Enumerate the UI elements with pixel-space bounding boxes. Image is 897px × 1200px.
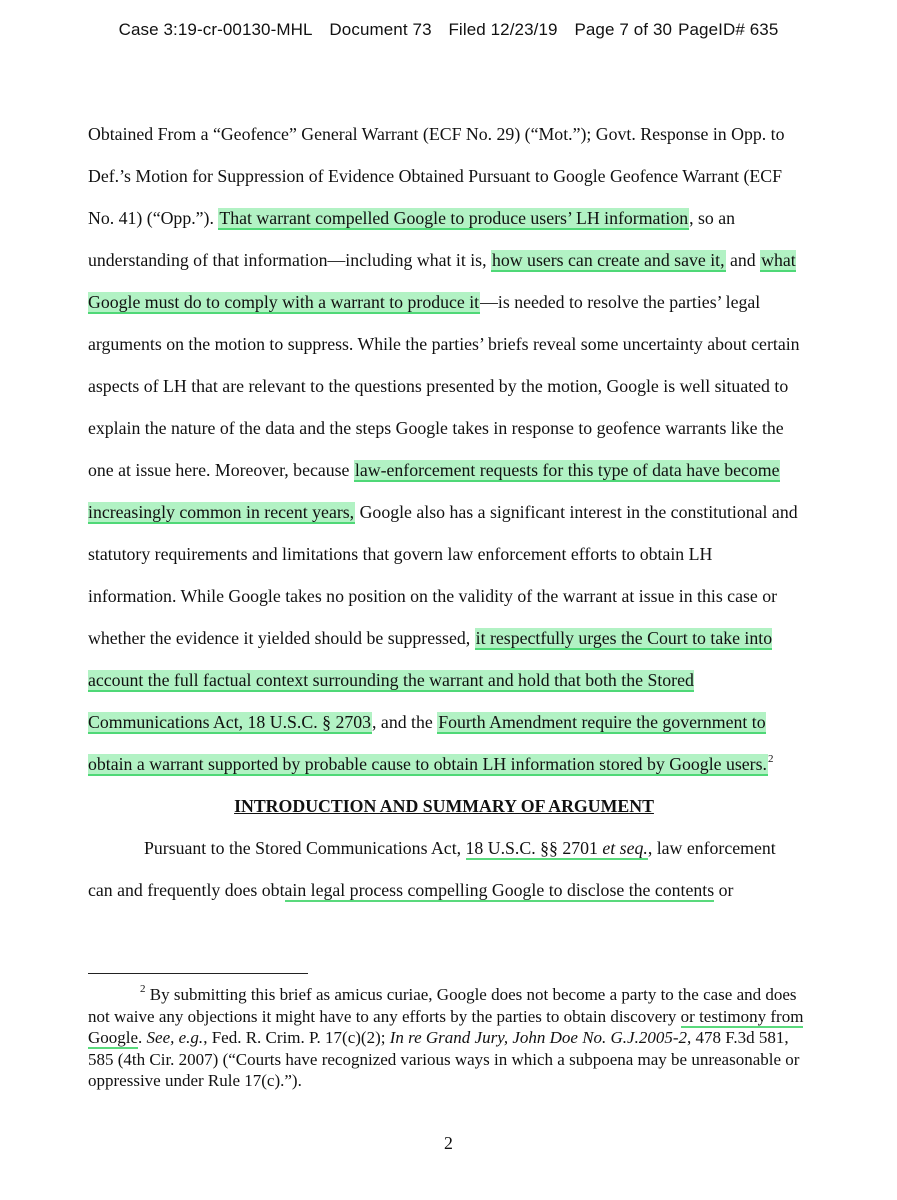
text-run: —is needed to resolve the parties’ legal arguments on the motion to suppress. While the parties’ briefs reveal some uncertainty about certain aspects of LH that are relevant to the questions presented by the motion, Google is well situated to explain the nature of the data and the steps Google takes in response to geofence warrants like the one at issue here. Moreover, because [88, 292, 800, 480]
text-run: . [138, 1028, 147, 1047]
court-filing-header [0, 20, 897, 40]
footnote-number: 2 [140, 983, 146, 995]
paragraph-intro [88, 827, 800, 911]
paragraph-continued [88, 113, 800, 785]
case-number: Case 3:19-cr-00130-MHL [118, 20, 313, 39]
text-run: , law enforcement can and frequently does obt [88, 838, 776, 900]
highlight-6: Fourth Amendment require the government to obtain a warrant supported by probable cause to obtain LH information stored by Google users. [88, 712, 767, 774]
text-run: Obtained From a “Geofence” General Warrant (ECF No. 29) (“Mot.”); Govt. Response in Opp. to Def.’s Motion for Suppression of Evidence Obtained Pursuant to Google Geofence Warrant (ECF No. 41) (“Opp.”). [88, 124, 785, 228]
highlight-1: That warrant compelled Google to produce users’ LH information [219, 208, 689, 228]
case-name-italic: In re Grand Jury, John Doe No. G.J.2005-2 [389, 1028, 688, 1047]
footnote-text [88, 984, 804, 1092]
underlined-phrase: or testimony from Google [88, 1006, 804, 1047]
text-run: , so an understanding of that information—including what it is, [88, 208, 736, 270]
text-run: By submitting this brief as amicus curiae, Google does not become a party to the case and does not waive any objections it might have to any efforts by the parties to obtain discovery [88, 985, 797, 1026]
text-run: and [725, 250, 761, 270]
text-run: or [714, 880, 734, 900]
text-run: Pursuant to the Stored Communications Act, [144, 838, 466, 858]
highlight-4: law-enforcement requests for this type of data have become increasingly common in recent years, [88, 460, 780, 522]
page-of-total: Page 7 of 30 [574, 20, 673, 39]
highlight-5: it respectfully urges the Court to take into account the full factual context surrounding the warrant and hold that both the Stored Communications Act, 18 U.S.C. § 2703 [88, 628, 773, 732]
text-run: Google also has a significant interest in the constitutional and statutory requirements and limitations that govern law enforcement efforts to obtain LH information. While Google takes no position on the validity of the warrant at issue in this case or whether the evidence it yielded should be suppressed, [88, 502, 798, 648]
citation-text: 18 U.S.C. §§ 2701 [465, 838, 603, 858]
footnote-2 [88, 984, 804, 1092]
filed-date: Filed 12/23/19 [448, 20, 558, 39]
page-number: 2 [444, 1133, 453, 1153]
footnote-divider [88, 973, 308, 974]
underlined-citation [466, 838, 648, 860]
page-id: PageID# 635 [678, 20, 779, 39]
highlight-2: how users can create and save it, [491, 250, 725, 270]
text-run: , 478 F.3d 581, 585 (4th Cir. 2007) (“Courts have recognized various ways in which a subpoena may be unreasonable or oppressive under Rule 17(c).”). [88, 1028, 800, 1090]
text-run: , and the [372, 712, 438, 732]
highlight-3: what Google must do to comply with a warrant to produce it [88, 250, 796, 312]
document-number: Document 73 [329, 20, 432, 39]
signal-italic: See, e.g. [146, 1028, 204, 1047]
text-run: , Fed. R. Crim. P. 17(c)(2); [203, 1028, 390, 1047]
footnote-reference[interactable]: 2 [767, 753, 774, 765]
underlined-phrase: ain legal process compelling Google to disclose the contents [284, 880, 715, 900]
citation-italic: et seq. [602, 838, 648, 858]
section-heading: INTRODUCTION AND SUMMARY OF ARGUMENT [234, 796, 654, 816]
brief-body [88, 113, 800, 911]
